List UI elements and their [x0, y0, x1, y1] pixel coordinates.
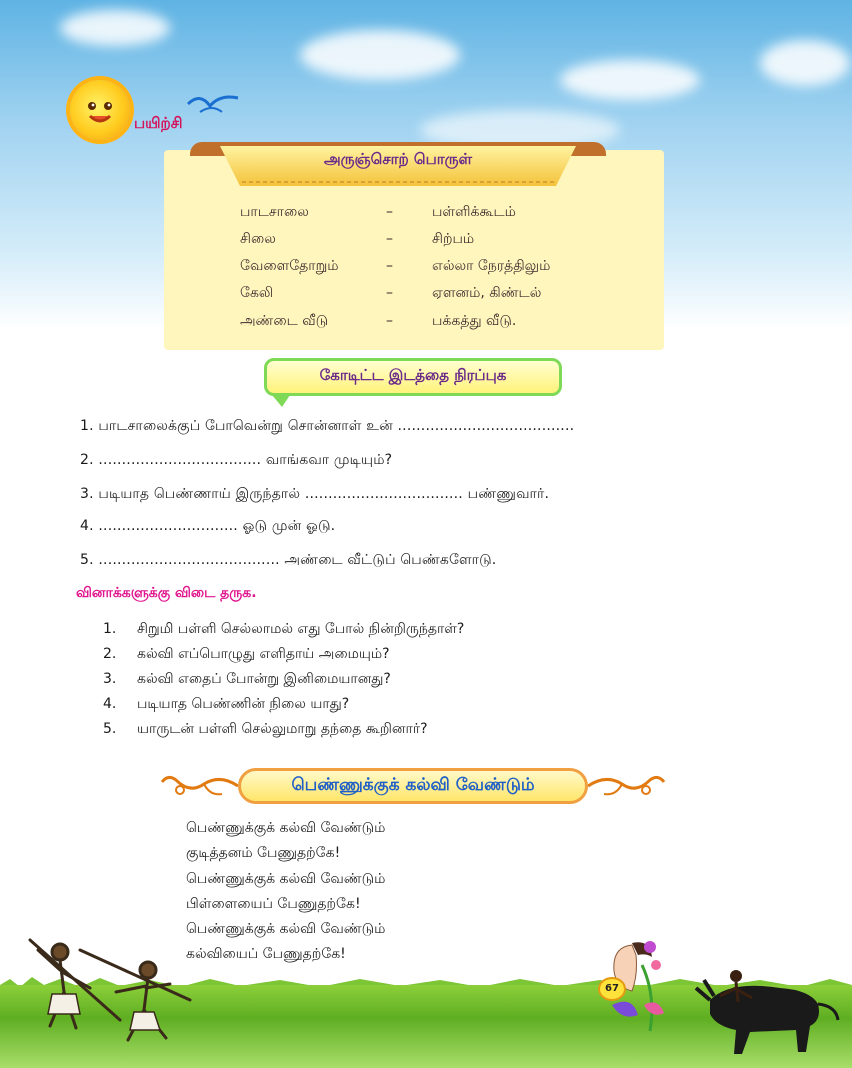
vocabulary-title: அருஞ்சொற் பொருள் [323, 150, 473, 168]
left-ornament-icon [160, 770, 240, 802]
vocabulary-separator: – [386, 258, 393, 274]
cloud [760, 40, 850, 86]
poem-line: பெண்ணுக்குக் கல்வி வேண்டும் [186, 871, 386, 887]
question-item [103, 621, 464, 639]
poem-line: பெண்ணுக்குக் கல்வி வேண்டும் [186, 921, 386, 937]
question-number: 4. [103, 696, 117, 712]
vocabulary-meaning: எல்லா நேரத்திலும் [432, 258, 551, 274]
question-item [103, 696, 349, 714]
poem-line: பிள்ளையைப் பேணுதற்கே! [186, 896, 361, 912]
fill-blank-item: 5. ....................................... அண்டை வீட்டுப் பெண்களோடு. [80, 552, 497, 568]
vocabulary-word: பாடசாலை [240, 204, 309, 220]
vocabulary-word: அண்டை வீடு [240, 313, 329, 329]
bull-taming-illustration [690, 960, 840, 1060]
vocabulary-meaning: சிற்பம் [432, 231, 475, 247]
question-text: கல்வி எதைப் போன்று இனிமையானது? [137, 671, 391, 687]
vocabulary-meaning: பக்கத்து வீடு. [432, 313, 517, 329]
question-number: 5. [103, 721, 117, 737]
vocabulary-separator: – [386, 285, 393, 301]
fill-blank-item: 4. .............................. ஓடு முன் ஓடு. [80, 518, 336, 534]
question-text: படியாத பெண்ணின் நிலை யாது? [137, 696, 350, 712]
cloud [560, 60, 700, 100]
page-number-badge: 67 [598, 977, 626, 1001]
poem-title: பெண்ணுக்குக் கல்வி வேண்டும் [291, 775, 535, 795]
vocabulary-separator: – [386, 204, 393, 220]
poem-line: பெண்ணுக்குக் கல்வி வேண்டும் [186, 820, 386, 836]
stick-fighters-illustration [20, 930, 220, 1060]
question-number: 1. [103, 621, 117, 637]
question-number: 3. [103, 671, 117, 687]
right-ornament-icon [586, 770, 666, 802]
poem-line: குடித்தனம் பேணுதற்கே! [186, 845, 341, 861]
question-item [103, 646, 390, 664]
question-item [103, 721, 428, 739]
fill-blank-item: 3. படியாத பெண்ணாய் இருந்தால் .................................. பண்ணுவார். [80, 486, 550, 502]
cloud [60, 10, 170, 46]
vocabulary-separator: – [386, 313, 393, 329]
fill-blanks-banner-tail [272, 395, 290, 407]
question-item [103, 671, 391, 689]
cloud [300, 30, 460, 80]
poem-line: கல்வியைப் பேணுதற்கே! [186, 946, 346, 962]
bird-icon [186, 90, 242, 120]
fill-blanks-title: கோடிட்ட இடத்தை நிரப்புக [319, 366, 507, 384]
vocabulary-meaning: பள்ளிக்கூடம் [432, 204, 516, 220]
sun-mascot-icon [70, 80, 130, 140]
vocabulary-word: கேலி [240, 285, 274, 301]
vocabulary-word: சிலை [240, 231, 276, 247]
questions-heading: வினாக்களுக்கு விடை தருக. [76, 585, 257, 601]
fill-blank-item: 1. பாடசாலைக்குப் போவென்று சொன்னாள் உன் ...................................... [80, 418, 575, 434]
vocabulary-separator: – [386, 231, 393, 247]
exercise-header-label: பயிற்சி [134, 114, 183, 132]
question-text: யாருடன் பள்ளி செல்லுமாறு தந்தை கூறினார்? [137, 721, 428, 737]
question-text: சிறுமி பள்ளி செல்லாமல் எது போல் நின்றிருந்தாள்? [137, 621, 465, 637]
fill-blank-item: 2. ................................... வாங்கவா முடியும்? [80, 452, 393, 468]
vocabulary-meaning: ஏளனம், கிண்டல் [432, 285, 542, 301]
vocabulary-word: வேளைதோறும் [240, 258, 339, 274]
question-text: கல்வி எப்பொழுது எளிதாய் அமையும்? [137, 646, 390, 662]
question-number: 2. [103, 646, 117, 662]
